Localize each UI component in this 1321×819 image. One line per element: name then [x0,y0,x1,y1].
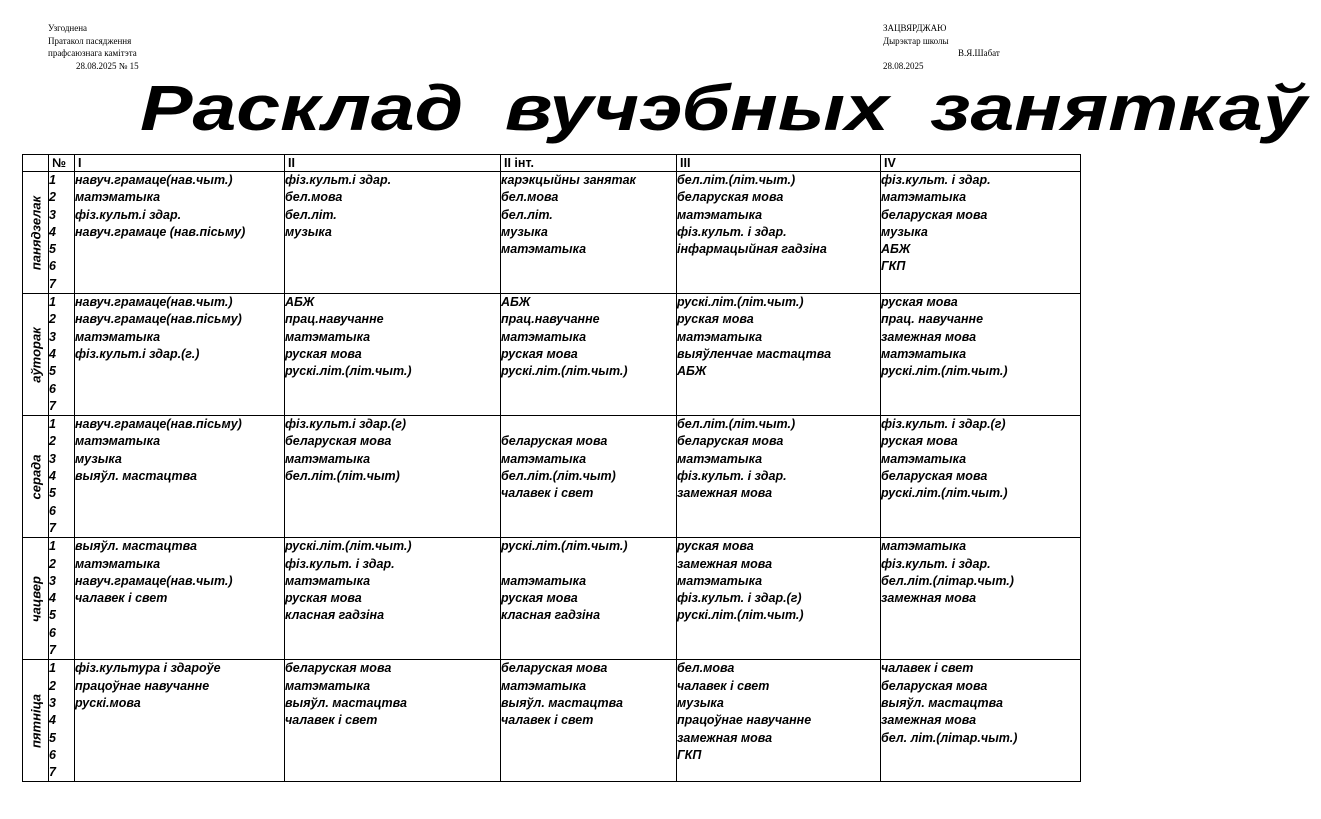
class-cell [677,172,881,294]
lesson-entry: прац.навучанне [285,312,384,327]
lesson-entry: матэматыка [285,329,371,344]
class-cell [881,538,1081,660]
lesson-entry: музыка [881,224,928,239]
lesson-number: 3 [49,207,56,222]
director-signature-name: В.Я.Шабат [958,48,1000,58]
lesson-entry: рускі.літ.(літ.чыт.) [501,539,628,554]
lesson-entry: бел.літ.(літ.чыт.) [677,173,796,187]
lesson-entry [677,381,880,398]
lesson-entry [75,747,284,764]
day-row [23,660,1081,782]
lesson-number: 5 [49,608,56,623]
lesson-number: 2 [49,312,56,327]
lesson-entry: матэматыка [881,451,967,466]
lesson-entry: фіз.культ.і здар. [285,173,392,187]
lesson-entry: матэматыка [75,556,161,571]
lesson-entry: рускі.літ.(літ.чыт.) [501,364,628,379]
lesson-entry: рускі.літ.(літ.чыт.) [677,608,804,623]
column-header [23,155,49,172]
lesson-entry: бел.літ.(літ.чыт.) [677,417,796,432]
lesson-entry: фіз.культ.і здар. [75,207,182,222]
day-cell [23,660,49,782]
lesson-entry [881,625,1080,642]
class-cell [501,538,677,660]
lesson-entry: беларуская мова [285,434,392,449]
lesson-entry [285,625,500,642]
lesson-entry: беларуская мова [285,661,392,676]
day-cell [23,416,49,538]
lesson-entry [75,730,284,747]
approval-line: Узгоднена [48,23,88,33]
lesson-entry: рускі.літ.(літ.чыт.) [285,364,412,379]
lesson-entry [501,642,676,659]
lesson-entry [501,381,676,398]
lesson-entry: працоўнае навучанне [677,713,812,728]
day-row [23,172,1081,294]
lesson-number: 5 [49,486,56,501]
lesson-entry [501,764,676,781]
lesson-entry [75,381,284,398]
lesson-entry [677,258,880,275]
lesson-entry: матэматыка [677,573,763,588]
lesson-entry: руская мова [677,539,754,554]
class-cell [881,416,1081,538]
lesson-entry: бел.мова [677,661,735,676]
lesson-entry: матэматыка [285,573,371,588]
lesson-entry: бел.літ.(літар.чыт.) [881,573,1014,588]
lesson-entry: працоўнае навучанне [75,678,210,693]
lesson-entry: навуч.грамаце(нав.чыт.) [75,295,233,310]
schedule-table [22,154,1081,782]
lesson-entry: матэматыка [881,346,967,361]
lesson-entry: музыка [75,451,122,466]
lesson-entry: матэматыка [285,451,371,466]
lesson-entry [285,730,500,747]
lesson-entry [285,258,500,275]
lesson-entry: рускі.літ.(літ.чыт.) [677,295,804,310]
lesson-number: 7 [49,765,56,780]
lesson-number: 3 [49,695,56,710]
lesson-entry: беларуская мова [881,207,988,222]
lesson-number: 1 [49,173,56,187]
page-title: Расклад вучэбных заняткаў [140,72,1307,144]
lesson-entry [881,607,1080,624]
lesson-numbers [49,172,75,294]
lesson-entry [501,503,676,520]
lesson-entry: руская мова [501,346,578,361]
lesson-entry: руская мова [285,591,362,606]
lesson-entry [881,503,1080,520]
lesson-entry: матэматыка [501,242,587,257]
lesson-number: 1 [49,539,56,554]
lesson-entry [677,642,880,659]
lesson-entry [285,398,500,415]
lesson-entry [285,241,500,258]
lesson-entry [75,625,284,642]
confirmation-block [883,22,1000,72]
lesson-entry: матэматыка [501,329,587,344]
lesson-number: 7 [49,398,56,413]
lesson-entry: матэматыка [75,190,161,205]
lesson-entry: матэматыка [677,207,763,222]
lesson-entry: беларуская мова [501,661,608,676]
lesson-entry [881,642,1080,659]
lesson-number: 4 [49,469,56,484]
lesson-entry: фіз.культ. і здар. [285,556,395,571]
lesson-entry [677,625,880,642]
lesson-number: 2 [49,190,56,205]
class-cell [75,172,285,294]
lesson-entry [285,642,500,659]
lesson-number: 4 [49,591,56,606]
lesson-numbers [49,294,75,416]
day-label: аўторак [28,326,43,383]
lesson-entry: карэкцыйны занятак [501,173,636,187]
lesson-entry: АБЖ [677,364,707,379]
lesson-entry: выяўл. мастацтва [75,469,198,484]
lesson-entry: беларуская мова [677,434,784,449]
lesson-number: 6 [49,259,56,274]
lesson-number: 3 [49,573,56,588]
class-cell [285,416,501,538]
lesson-number: 2 [49,434,56,449]
class-cell [677,660,881,782]
lesson-entry [285,485,500,502]
lesson-entry [881,520,1080,537]
lesson-entry: замежная мова [881,329,977,344]
lesson-entry: фіз.культ.і здар.(г.) [75,346,200,361]
lesson-number: 7 [49,643,56,658]
lesson-entry: замежная мова [677,730,773,745]
lesson-entry [285,747,500,764]
day-label: серада [28,454,43,500]
lesson-number: 5 [49,730,56,745]
lesson-entry: беларуская мова [677,190,784,205]
class-cell [501,416,677,538]
lesson-number: 4 [49,224,56,239]
lesson-entry: чалавек і свет [75,591,168,606]
lesson-entry [75,485,284,502]
lesson-entry: музыка [501,224,548,239]
class-cell [285,172,501,294]
lesson-entry [75,607,284,624]
day-label: панядзелак [28,195,43,270]
lesson-numbers [49,660,75,782]
lesson-entry: матэматыка [881,190,967,205]
lesson-entry: фіз.культура і здароўе [75,661,221,676]
lesson-entry: чалавек і свет [677,678,770,693]
lesson-number: 2 [49,678,56,693]
lesson-entry: фіз.культ. і здар.(г) [677,591,802,606]
lesson-number: 5 [49,242,56,257]
lesson-entry: фіз.культ. і здар.(г) [881,417,1006,432]
day-cell [23,538,49,660]
lesson-number: 5 [49,364,56,379]
lesson-entry: фіз.культ. і здар. [677,224,787,239]
lesson-number: 4 [49,346,56,361]
class-cell [881,660,1081,782]
lesson-entry: музыка [285,224,332,239]
lesson-entry: бел. літ.(літар.чыт.) [881,730,1018,745]
lesson-entry [501,398,676,415]
day-row [23,538,1081,660]
lesson-entry: ГКП [881,259,906,274]
lesson-entry: прац.навучанне [501,312,600,327]
approval-date: 28.08.2025 № 15 [76,60,139,71]
lesson-entry [677,520,880,537]
lesson-entry: замежная мова [881,713,977,728]
lesson-entry: руская мова [677,312,754,327]
lesson-entry: бел.літ.(літ.чыт) [501,469,616,484]
lesson-entry: бел.мова [501,190,559,205]
lesson-number: 6 [49,625,56,640]
lesson-entry [677,276,880,293]
day-row [23,416,1081,538]
lesson-entry: бел.літ.(літ.чыт) [285,469,400,484]
class-cell [285,294,501,416]
class-cell [75,416,285,538]
lesson-number: 1 [49,295,56,310]
lesson-entry: замежная мова [677,486,773,501]
lesson-number: 4 [49,713,56,728]
lesson-entry: беларуская мова [501,434,608,449]
lesson-entry: АБЖ [285,295,315,310]
column-header: № [49,155,75,172]
lesson-entry [75,520,284,537]
lesson-entry: рускі.літ.(літ.чыт.) [285,539,412,554]
lesson-entry [677,764,880,781]
lesson-entry [285,520,500,537]
lesson-entry: выяўл. мастацтва [75,539,198,554]
lesson-entry: беларуская мова [881,469,988,484]
lesson-entry [501,556,676,573]
column-header: I [75,155,285,172]
lesson-entry: замежная мова [677,556,773,571]
lesson-numbers [49,538,75,660]
lesson-entry: бел.літ. [285,207,337,222]
lesson-entry: рускі.мова [75,695,141,710]
lesson-entry [75,503,284,520]
class-cell [881,172,1081,294]
header-row [23,155,1081,172]
lesson-entry: руская мова [285,346,362,361]
approval-block [48,22,139,72]
confirmation-line: Дырэктар школы [883,35,949,46]
lesson-entry [285,381,500,398]
lesson-entry [75,398,284,415]
lesson-entry [881,747,1080,764]
day-label: чацвер [28,575,43,622]
lesson-entry [75,642,284,659]
class-cell [501,660,677,782]
lesson-entry [75,258,284,275]
lesson-entry: чалавек і свет [501,486,594,501]
lesson-entry [285,764,500,781]
lesson-entry [501,730,676,747]
lesson-entry: матэматыка [75,329,161,344]
lesson-entry [881,764,1080,781]
lesson-number: 7 [49,520,56,535]
lesson-entry: бел.мова [285,190,343,205]
lesson-entry: ГКП [677,747,702,762]
lesson-number: 1 [49,417,56,432]
lesson-entry: класная гадзіна [285,608,385,623]
confirmation-line: ЗАЦВЯРДЖАЮ [883,23,947,33]
column-header: III [677,155,881,172]
lesson-entry [501,416,676,433]
class-cell [677,538,881,660]
lesson-entry: чалавек і свет [285,713,378,728]
lesson-entry: класная гадзіна [501,608,601,623]
class-cell [285,538,501,660]
lesson-entry: фіз.культ. і здар. [881,556,991,571]
lesson-number: 3 [49,451,56,466]
lesson-entry: матэматыка [501,678,587,693]
lesson-entry [501,258,676,275]
lesson-entry [75,764,284,781]
lesson-entry: АБЖ [501,295,531,310]
lesson-entry: выяўл. мастацтва [501,695,624,710]
lesson-entry: фіз.культ. і здар. [881,173,991,187]
class-cell [881,294,1081,416]
lesson-entry [881,276,1080,293]
lesson-entry [285,276,500,293]
lesson-entry: замежная мова [881,591,977,606]
lesson-entry: матэматыка [881,539,967,554]
lesson-entry: руская мова [881,295,958,310]
lesson-entry [75,241,284,258]
column-header: II [285,155,501,172]
approval-line: Пратакол пасядження [48,35,132,46]
lesson-numbers [49,416,75,538]
lesson-entry: навуч.грамаце(нав.пісьму) [75,312,242,327]
lesson-entry: чалавек і свет [501,713,594,728]
lesson-entry: музыка [677,695,724,710]
lesson-entry: выяўл. мастацтва [285,695,408,710]
lesson-number: 6 [49,381,56,396]
lesson-entry [677,503,880,520]
class-cell [677,416,881,538]
lesson-entry: матэматыка [285,678,371,693]
lesson-number: 6 [49,503,56,518]
lesson-entry [501,747,676,764]
class-cell [501,294,677,416]
lesson-entry: рускі.літ.(літ.чыт.) [881,364,1008,379]
lesson-entry [75,363,284,380]
lesson-entry [881,381,1080,398]
lesson-entry: навуч.грамаце(нав.чыт.) [75,573,233,588]
lesson-entry: АБЖ [881,242,911,257]
lesson-number: 3 [49,329,56,344]
class-cell [75,660,285,782]
day-cell [23,172,49,294]
lesson-entry: навуч.грамаце (нав.пісьму) [75,224,246,239]
confirmation-date: 28.08.2025 [883,60,924,71]
lesson-entry: матэматыка [677,329,763,344]
lesson-entry: інфармацыйная гадзіна [677,242,827,257]
day-label: пятніца [28,693,43,748]
class-cell [75,538,285,660]
lesson-entry: навуч.грамаце(нав.пісьму) [75,417,242,432]
lesson-entry: фіз.культ.і здар.(г) [285,417,407,432]
lesson-number: 6 [49,747,56,762]
lesson-number: 7 [49,276,56,291]
lesson-entry: навуч.грамаце(нав.чыт.) [75,173,233,187]
lesson-entry [285,503,500,520]
lesson-number: 1 [49,661,56,676]
lesson-entry: матэматыка [75,434,161,449]
approval-line: прафсаюзнага камітэта [48,48,137,58]
lesson-entry: чалавек і свет [881,661,974,676]
column-header: II інт. [501,155,677,172]
lesson-entry: прац. навучанне [881,312,984,327]
lesson-entry: бел.літ. [501,207,553,222]
day-cell [23,294,49,416]
lesson-entry: матэматыка [501,451,587,466]
column-header: IV [881,155,1081,172]
class-cell [677,294,881,416]
lesson-entry: матэматыка [501,573,587,588]
lesson-entry [677,398,880,415]
lesson-entry [75,276,284,293]
lesson-entry: руская мова [501,591,578,606]
class-cell [285,660,501,782]
lesson-entry [501,276,676,293]
lesson-number: 2 [49,556,56,571]
lesson-entry: выяўл. мастацтва [881,695,1004,710]
lesson-entry: рускі.літ.(літ.чыт.) [881,486,1008,501]
lesson-entry: руская мова [881,434,958,449]
lesson-entry [75,712,284,729]
lesson-entry [881,398,1080,415]
day-row [23,294,1081,416]
class-cell [75,294,285,416]
class-cell [501,172,677,294]
lesson-entry: фіз.культ. і здар. [677,469,787,484]
lesson-entry: выяўленчае мастацтва [677,346,832,361]
lesson-entry: беларуская мова [881,678,988,693]
lesson-entry: матэматыка [677,451,763,466]
lesson-entry [501,625,676,642]
lesson-entry [501,520,676,537]
